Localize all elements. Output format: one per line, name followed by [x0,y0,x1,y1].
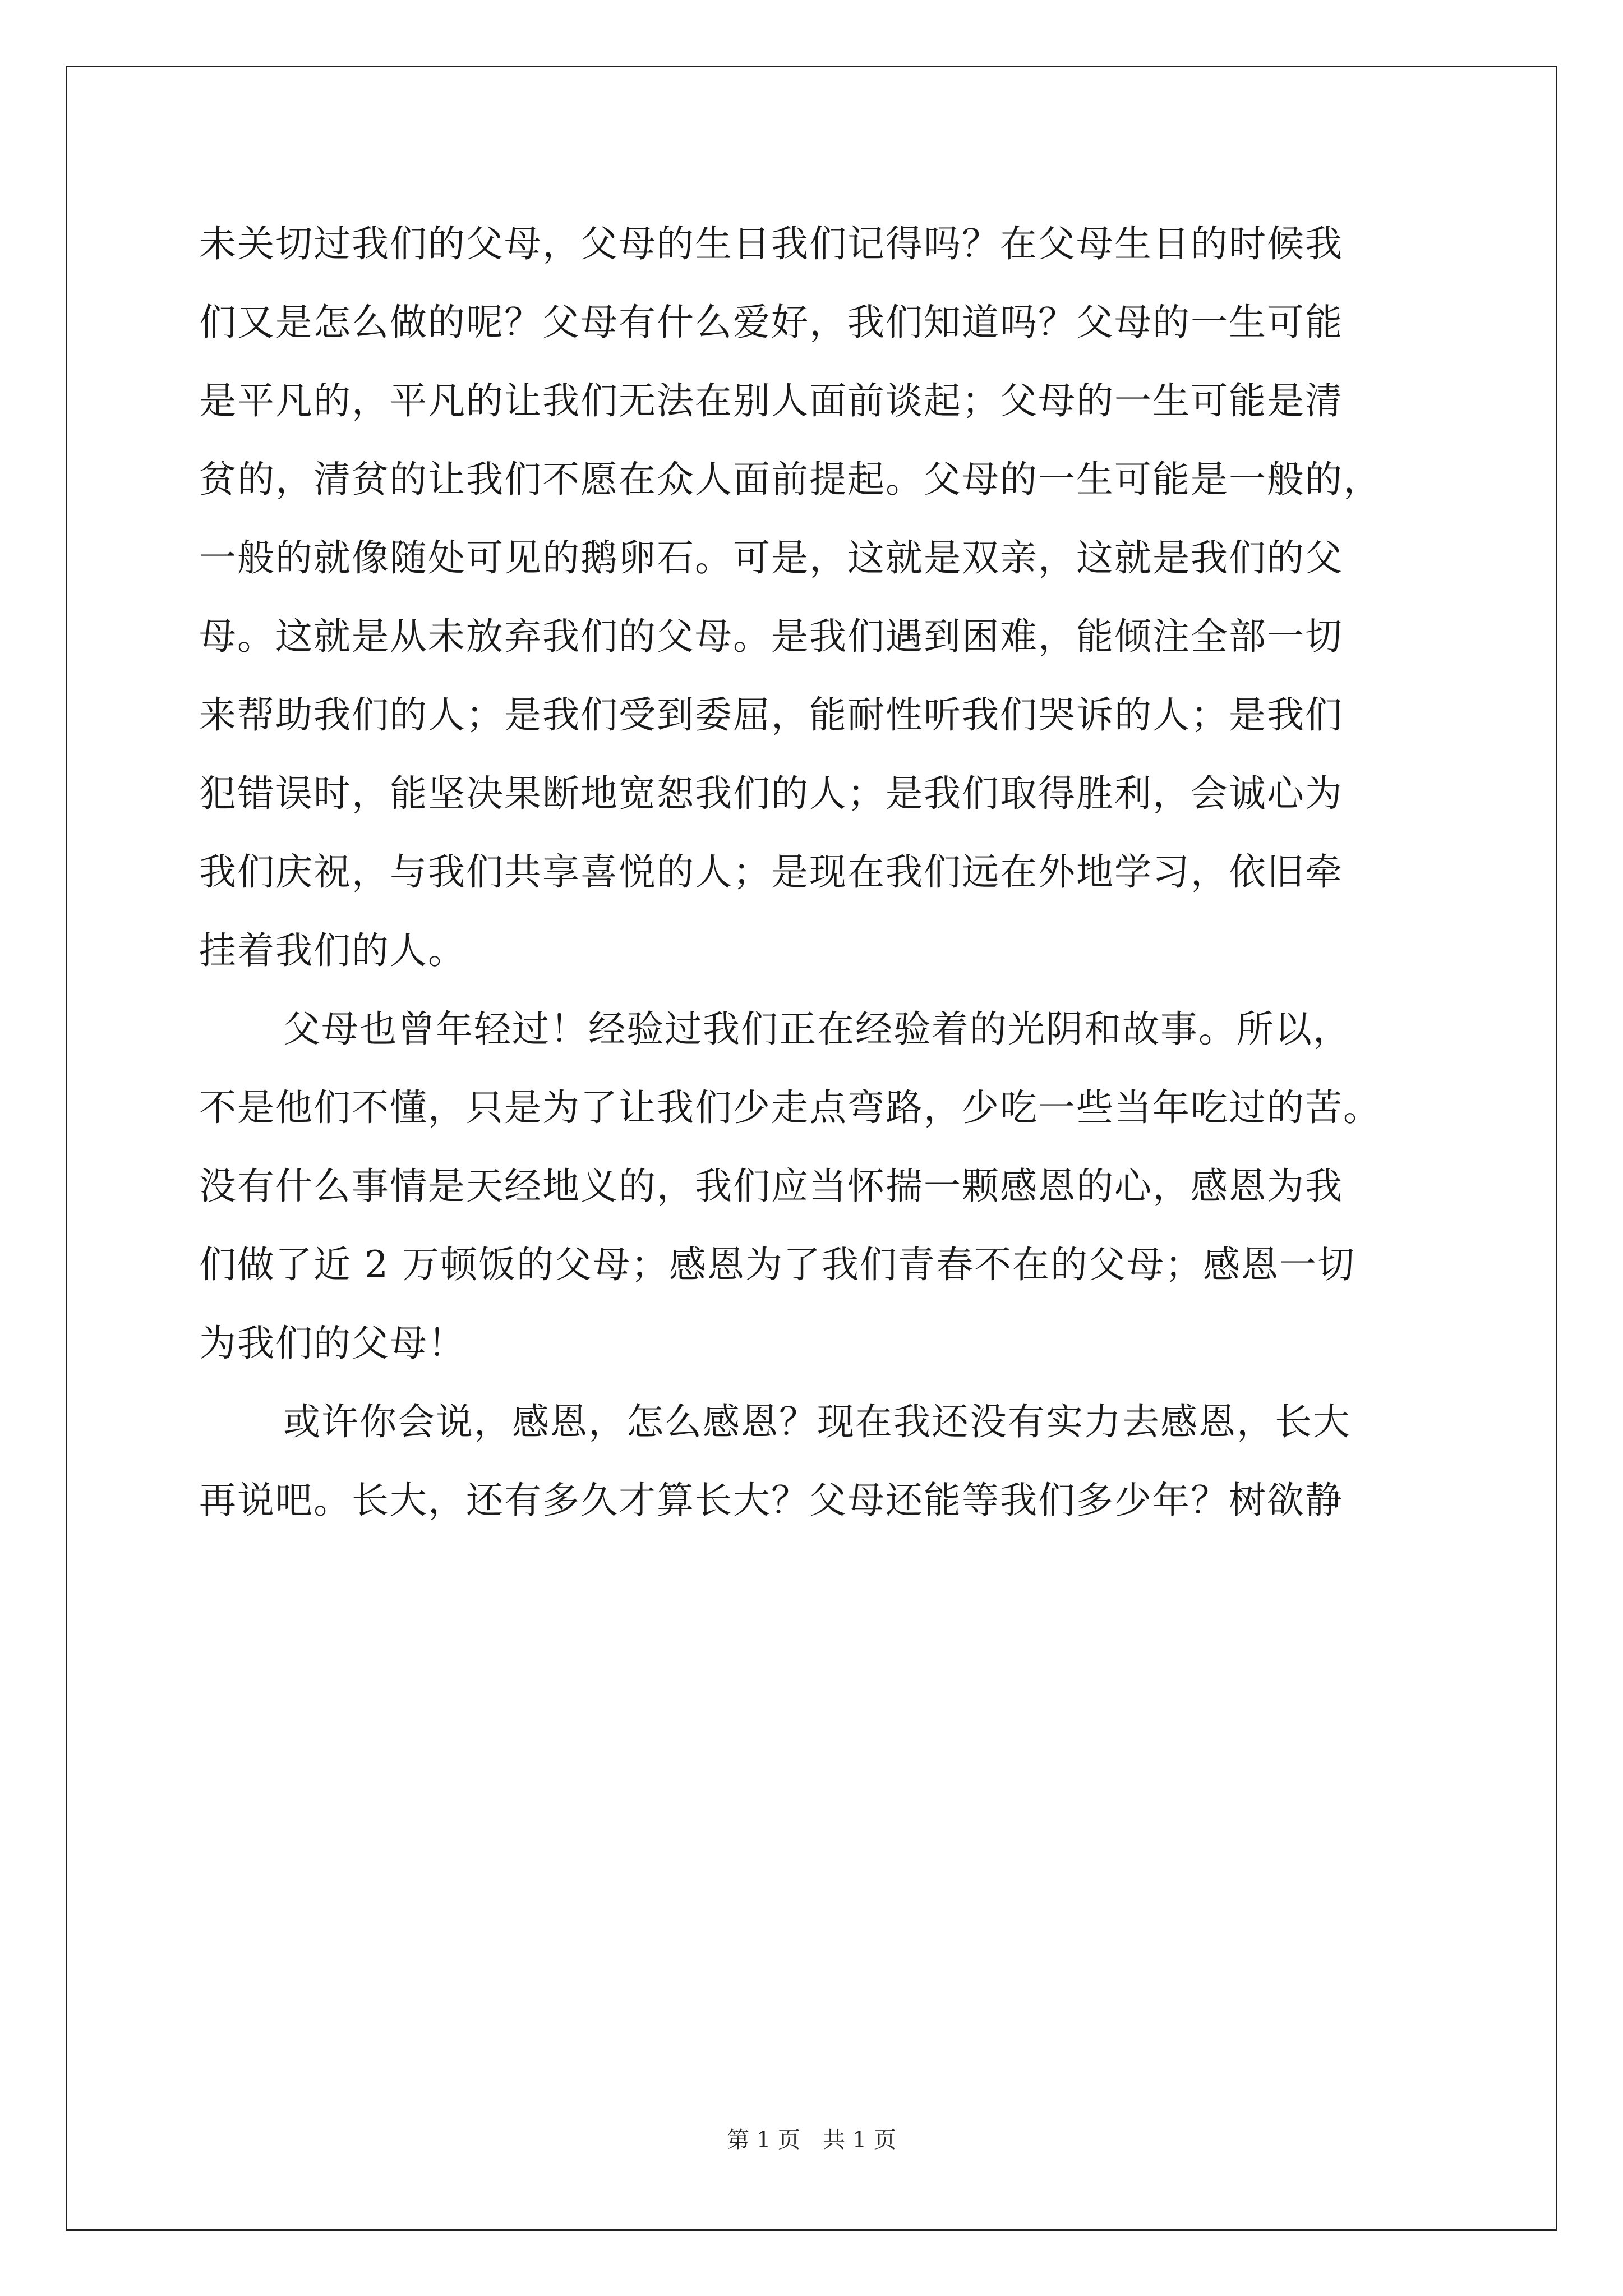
text-line: 再说吧。长大，还有多久才算长大？父母还能等我们多少年？树欲静 [199,1479,1343,1522]
page-total: 共 1 页 [823,2127,896,2153]
document-body [199,205,1436,1540]
text-line: 或许你会说，感恩，怎么感恩？现在我还没有实力去感恩，长大 [283,1400,1351,1443]
text-line: 挂着我们的人。 [199,929,466,972]
page-footer [0,2123,1623,2157]
text-line: 父母也曾年轻过！经验过我们正在经验着的光阴和故事。所以， [283,1007,1351,1051]
text-line: 犯错误时，能坚决果断地宽恕我们的人；是我们取得胜利，会诚心为 [199,772,1343,815]
text-line: 母。这就是从未放弃我们的父母。是我们遇到困难，能倾注全部一切 [199,615,1343,658]
paragraph-3 [199,1383,1436,1540]
page-number: 第 1 页 [727,2127,800,2153]
text-line: 不是他们不懂，只是为了让我们少走点弯路，少吃一些当年吃过的苦。 [199,1086,1381,1129]
text-line: 没有什么事情是天经地义的，我们应当怀揣一颗感恩的心，感恩为我 [199,1165,1343,1208]
text-line: 来帮助我们的人；是我们受到委屈，能耐性听我们哭诉的人；是我们 [199,693,1343,737]
paragraph-1 [199,205,1436,990]
paragraph-2 [199,990,1436,1383]
text-line: 我们庆祝，与我们共享喜悦的人；是现在我们远在外地学习，依旧牵 [199,850,1343,894]
text-line: 贫的，清贫的让我们不愿在众人面前提起。父母的一生可能是一般的， [199,458,1381,501]
text-line: 一般的就像随处可见的鹅卵石。可是，这就是双亲，这就是我们的父 [199,536,1343,579]
text-line: 未关切过我们的父母，父母的生日我们记得吗？在父母生日的时候我 [199,222,1343,265]
text-line: 们又是怎么做的呢？父母有什么爱好，我们知道吗？父母的一生可能 [199,301,1343,344]
text-line: 们做了近 2 万顿饭的父母；感恩为了我们青春不在的父母；感恩一切 [199,1243,1355,1286]
text-line: 是平凡的，平凡的让我们无法在别人面前谈起；父母的一生可能是清 [199,379,1343,422]
text-line: 为我们的父母！ [199,1322,466,1365]
